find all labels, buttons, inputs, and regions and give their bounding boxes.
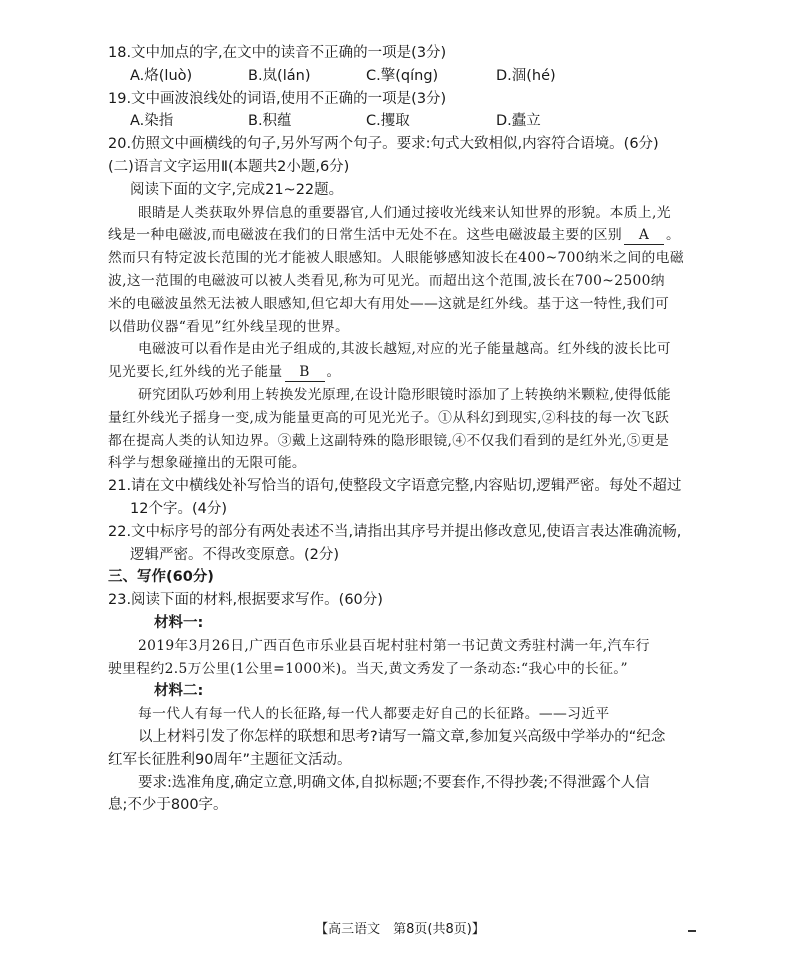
section3-title: 三、写作(60分): [108, 569, 214, 586]
passage-p1-line4: 波,这一范围的电磁波可以被人类看见,称为可见光。而超出这个范围,波长在700~2500纳: [108, 272, 665, 289]
passage-p1-line5: 米的电磁波虽然无法被人眼感知,但它却大有用处——这就是红外线。基于这一特性,我们可: [108, 295, 670, 312]
passage-p2-line2-end: 。: [326, 364, 341, 381]
requirements-line2: 息;不少于800字。: [108, 797, 228, 814]
material1-title: 材料一:: [154, 614, 204, 631]
q18-option-c: C.擎(qíng): [366, 67, 439, 84]
q21-line2: 12个字。(4分): [130, 500, 227, 517]
q19-options: [108, 110, 704, 133]
passage-p1-line1: 眼睛是人类获取外界信息的重要器官,人们通过接收光线来认知世界的形貌。本质上,光: [138, 204, 671, 221]
q19-option-b: B.积蕴: [248, 113, 292, 130]
material1-line1: 2019年3月26日,广西百色市乐业县百坭村驻村第一书记黄文秀驻村满一年,汽车行: [138, 637, 650, 654]
read-instruction: 阅读下面的文字,完成21~22题。: [130, 181, 344, 198]
material2-title: 材料二:: [154, 683, 204, 700]
passage-p1-line2-text: 线是一种电磁波,而电磁波在我们的日常生活中无处不在。这些电磁波最主要的区别: [108, 227, 623, 244]
material2-line1: 每一代人有每一代人的长征路,每一代人都要走好自己的长征路。——习近平: [138, 706, 610, 723]
passage-p1-line2: [108, 224, 704, 247]
scan-mark: [688, 930, 696, 932]
page-footer: 【高三语文 第8页(共8页)】: [315, 922, 485, 937]
passage-p3-line4: 科学与想象碰撞出的无限可能。: [108, 455, 307, 472]
passage-p3-line2: 量红外线光子摇身一变,成为能量更高的可见光光子。①从科幻到现实,②科技的每一次飞跃: [108, 409, 670, 426]
q18-option-b: B.岚(lán): [248, 67, 311, 84]
q18-stem: 18.文中加点的字,在文中的读音不正确的一项是(3分): [108, 45, 447, 61]
q20-stem: 20.仿照文中画横线的句子,另外写两个句子。要求:句式大致相似,内容符合语境。(6分): [108, 136, 659, 153]
passage-p2-line2-text: 见光要长,红外线的光子能量: [108, 364, 283, 381]
blank-b: B: [285, 363, 325, 382]
q23-stem: 23.阅读下面的材料,根据要求写作。(60分): [108, 592, 383, 609]
page-content: [108, 42, 704, 817]
requirements-line1: 要求:选准角度,确定立意,明确文体,自拟标题;不要套作,不得抄袭;不得泄露个人信: [138, 774, 650, 791]
q22-line1: 22.文中标序号的部分有两处表述不当,请指出其序号并提出修改意见,使语言表达准确流畅,: [108, 523, 682, 540]
q19-option-a: A.染指: [130, 113, 174, 130]
passage-p2-line2: [108, 361, 704, 384]
q19-option-d: D.蠹立: [496, 113, 541, 130]
writing-prompt-line2: 红军长征胜利90周年”主题征文活动。: [108, 751, 352, 768]
passage-p3-line3: 都在提高人类的认知边界。③戴上这副特殊的隐形眼镜,④不仅我们看到的是红外光,⑤更是: [108, 432, 670, 449]
passage-p3-line1: 研究团队巧妙利用上转换发光原理,在设计隐形眼镜时添加了上转换纳米颗粒,使得低能: [138, 386, 671, 403]
q19-option-c: C.攫取: [366, 113, 410, 130]
blank-a: A: [624, 226, 664, 245]
q19-stem: 19.文中画波浪线处的词语,使用不正确的一项是(3分): [108, 90, 447, 107]
material1-line2: 驶里程约2.5万公里(1公里=1000米)。当天,黄文秀发了一条动态:“我心中的长征。”: [108, 660, 628, 677]
q18-option-a: A.烙(luò): [130, 67, 193, 84]
q18-options: [108, 65, 704, 88]
passage-p1-line2-end: 。: [666, 227, 681, 244]
q21-line1: 21.请在文中横线处补写恰当的语句,使整段文字语意完整,内容贴切,逻辑严密。每处不超过: [108, 478, 682, 495]
passage-p1-line3: 然而只有特定波长范围的光才能被人眼感知。人眼能够感知波长在400~700纳米之间的电磁: [108, 250, 684, 267]
q18-option-d: D.涸(hé): [496, 67, 556, 84]
q22-line2: 逻辑严密。不得改变原意。(2分): [130, 546, 340, 563]
passage-p2-line1: 电磁波可以看作是由光子组成的,其波长越短,对应的光子能量越高。红外线的波长比可: [138, 341, 671, 358]
section2-title: (二)语言文字运用Ⅱ(本题共2小题,6分): [108, 158, 350, 175]
writing-prompt-line1: 以上材料引发了你怎样的联想和思考?请写一篇文章,参加复兴高级中学举办的“纪念: [138, 728, 666, 745]
passage-p1-line6: 以借助仪器“看见”红外线呈现的世界。: [108, 318, 350, 335]
